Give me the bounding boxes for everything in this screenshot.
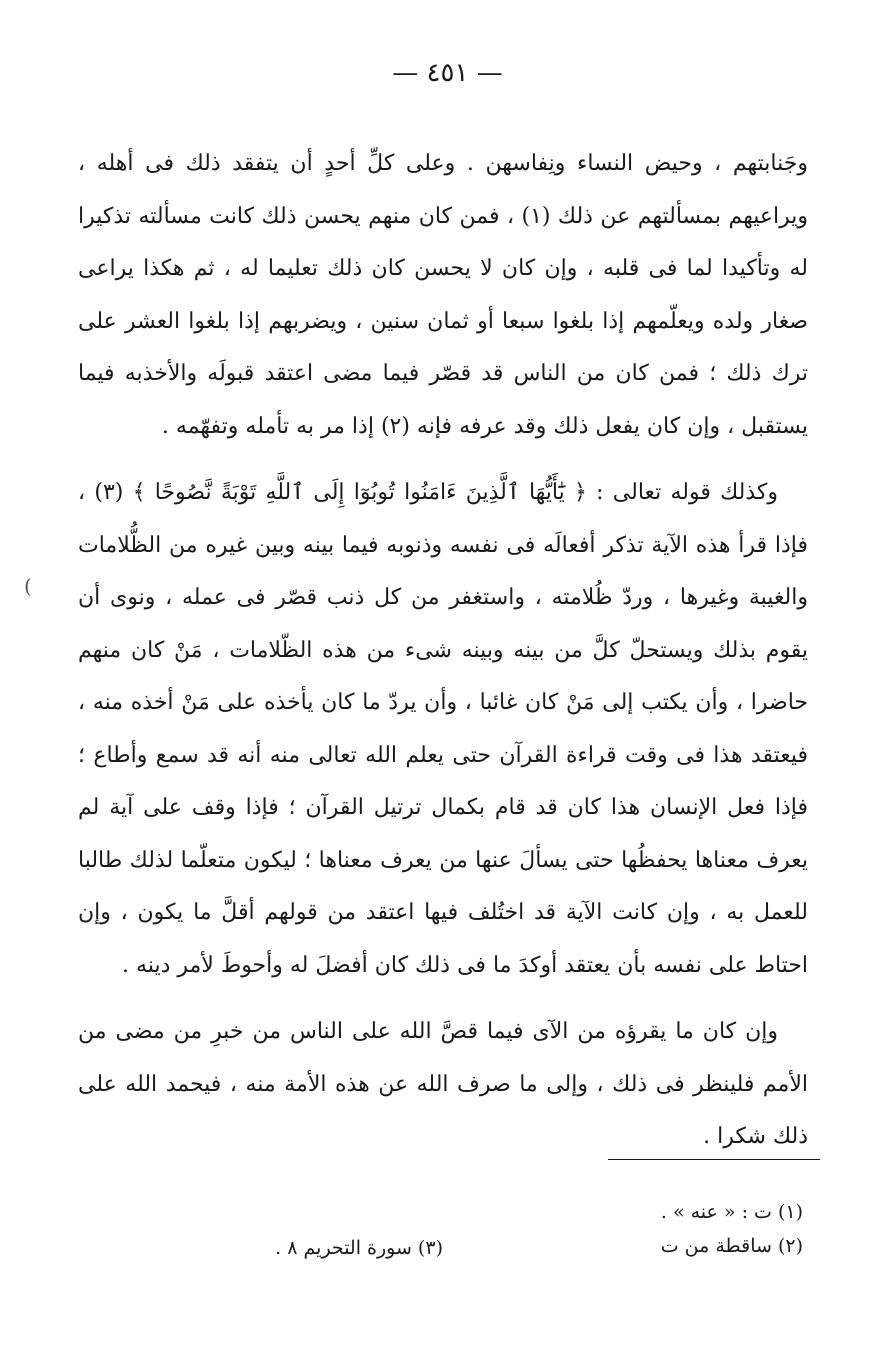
margin-mark: (	[24, 574, 32, 598]
paragraph-2: وكذلك قوله تعالى : ﴿ يَٰٓأَيُّهَا ٱلَّذِينَ ءَامَنُوا تُوبُوٓا إِلَى ٱللَّهِ تَوْبَةً نَّصُوحًا ﴾ (٣) ، فإذا قرأ هذه الآية تذكر أفعالَه فى نفسه وذنوبه فيما بينه وبين غيره من الظُّلامات والغيبة وغيرها ، وردّ ظُلامته ، واستغفر من كل ذنب قصّر فى عمله ، ونوى أن يقوم بذلك ويستحلّ كلَّ من بينه وبينه شىء من هذه الظّلامات ، مَنْ كان منهم حاضرا ، وأن يكتب إلى مَنْ كان غائبا ، وأن يردّ ما كان يأخذه على مَنْ أخذه منه ، فيعتقد هذا فى وقت قراءة القرآن حتى يعلم الله تعالى منه أنه قد سمع وأطاع ؛ فإذا فعل الإنسان هذا كان قد قام بكمال ترتيل القرآن ؛ فإذا وقف على آية لم يعرف معناها يحفظُها حتى يسألَ عنها من يعرف معناها ؛ ليكون متعلّما لذلك طالبا للعمل به ، وإن كانت الآية قد اختُلف فيها اعتقد من قولهم أقلَّ ما يكون ، وإن احتاط على نفسه بأن يعتقد أوكدَ ما فى ذلك كان أفضلَ له وأحوطَ لأمر دينه .	[78, 480, 808, 978]
body-text	[78, 138, 808, 1178]
footnote-1: (١) ت : « عنه » .	[660, 1201, 803, 1223]
footnote-rule	[608, 1159, 820, 1160]
footnote-2: (٢) ساقطة من ت	[660, 1235, 803, 1257]
page-number: — ٤٥١ —	[392, 58, 503, 88]
paragraph-3: وإن كان ما يقرؤه من الآى فيما قصَّ الله على الناس من خبرِ من مضى من الأمم فلينظر فى ذلك ، وإلى ما صرف الله عن هذه الأمة منه ، فيحمد الله على ذلك شكرا .	[78, 1019, 808, 1149]
footnote-3: (٣) سورة التحريم ٨ .	[275, 1237, 443, 1259]
paragraph-1: وجَنابتهم ، وحيض النساء ونِفاسهن . وعلى كلِّ أحدٍ أن يتفقد ذلك فى أهله ، ويراعيهم بمسألتهم عن ذلك (١) ، فمن كان منهم يحسن ذلك كانت مسألته تذكيرا له وتأكيدا لما فى قلبه ، وإن كان لا يحسن كان ذلك تعليما له ، ثم هكذا يراعى صغار ولده ويعلّمهم إذا بلغوا سبعا أو ثمان سنين ، ويضربهم إذا بلغوا العشر على ترك ذلك ؛ فمن كان من الناس قد قصّر فيما مضى اعتقد قبولَه والأخذبه فيما يستقبل ، وإن كان يفعل ذلك وقد عرفه فإنه (٢) إذا مر به تأمله وتفهّمه .	[78, 151, 808, 439]
